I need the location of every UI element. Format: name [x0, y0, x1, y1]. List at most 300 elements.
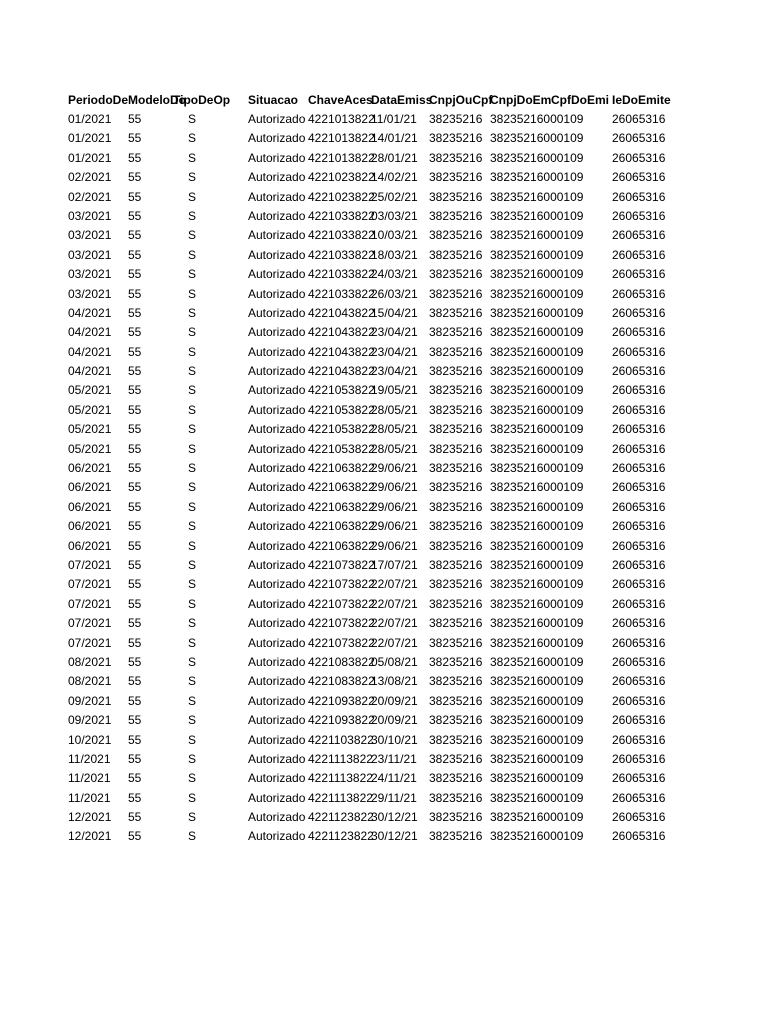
cell-data-emissao[interactable]: 30/12/21 [371, 829, 418, 844]
cell-ie-emitente[interactable]: 26065316 [612, 344, 666, 359]
cell-ie-emitente[interactable]: 26065316 [612, 461, 666, 476]
cell-periodo[interactable]: 03/2021 [68, 286, 112, 301]
cell-ie-emitente[interactable]: 26065316 [612, 713, 666, 728]
header-cell-cpf-emitente[interactable]: CpfDoEmi [551, 93, 609, 107]
cell-ie-emitente[interactable]: 26065316 [612, 751, 666, 766]
cell-ie-emitente[interactable]: 26065316 [612, 402, 666, 417]
cell-cpf-emitente[interactable] [551, 149, 612, 168]
cell-cnpj-emitente[interactable]: 38235216000109 [490, 422, 584, 437]
cell-situacao[interactable]: Autorizado [248, 344, 306, 359]
cell-cnpj-emitente[interactable]: 38235216000109 [490, 751, 584, 766]
cell-tipo[interactable]: S [188, 344, 197, 359]
cell-tipo[interactable]: S [188, 693, 197, 708]
cell-cnpj-ou-cpf[interactable]: 38235216 [429, 480, 483, 495]
cell-cpf-emitente[interactable] [551, 498, 612, 517]
cell-cnpj-emitente[interactable]: 38235216000109 [490, 286, 584, 301]
cell-cpf-emitente[interactable] [551, 769, 612, 788]
cell-cnpj-emitente[interactable]: 38235216000109 [490, 654, 584, 669]
cell-situacao[interactable]: Autorizado [248, 228, 306, 243]
cell-chave[interactable]: 4221123822 [308, 829, 374, 844]
cell-chave[interactable]: 4221063822 [308, 538, 375, 553]
cell-periodo[interactable]: 04/2021 [68, 364, 112, 379]
cell-ie-emitente[interactable]: 26065316 [612, 150, 666, 165]
cell-cnpj-emitente[interactable]: 38235216000109 [490, 616, 584, 631]
cell-modelo[interactable]: 55 [128, 441, 142, 456]
cell-tipo[interactable]: S [188, 499, 197, 514]
cell-data-emissao[interactable]: 24/11/21 [371, 771, 417, 786]
cell-situacao[interactable]: Autorizado [248, 732, 306, 747]
cell-data-emissao[interactable]: 25/02/21 [371, 189, 418, 204]
cell-cnpj-ou-cpf[interactable]: 38235216 [429, 286, 483, 301]
cell-modelo[interactable]: 55 [128, 577, 142, 592]
cell-tipo[interactable]: S [188, 228, 197, 243]
cell-chave[interactable]: 4221033822 [308, 286, 375, 301]
cell-cnpj-emitente[interactable]: 38235216000109 [490, 693, 584, 708]
cell-tipo[interactable]: S [188, 557, 197, 572]
cell-situacao[interactable]: Autorizado [248, 674, 306, 689]
cell-periodo[interactable]: 04/2021 [68, 344, 112, 359]
cell-chave[interactable]: 4221093822 [308, 693, 375, 708]
cell-situacao[interactable]: Autorizado [248, 693, 306, 708]
cell-periodo[interactable]: 08/2021 [68, 654, 112, 669]
cell-chave[interactable]: 4221013822 [308, 131, 375, 146]
cell-cnpj-emitente[interactable]: 38235216000109 [490, 596, 584, 611]
cell-cnpj-ou-cpf[interactable]: 38235216 [429, 305, 483, 320]
cell-modelo[interactable]: 55 [128, 383, 142, 398]
cell-periodo[interactable]: 05/2021 [68, 383, 112, 398]
cell-cpf-emitente[interactable] [551, 285, 612, 304]
cell-data-emissao[interactable]: 19/05/21 [371, 383, 418, 398]
cell-ie-emitente[interactable]: 26065316 [612, 286, 666, 301]
cell-tipo[interactable]: S [188, 674, 197, 689]
cell-cnpj-ou-cpf[interactable]: 38235216 [429, 771, 483, 786]
cell-modelo[interactable]: 55 [128, 325, 142, 340]
cell-data-emissao[interactable]: 28/05/21 [371, 422, 418, 437]
cell-situacao[interactable]: Autorizado [248, 480, 306, 495]
cell-periodo[interactable]: 05/2021 [68, 422, 112, 437]
cell-ie-emitente[interactable]: 26065316 [612, 325, 666, 340]
cell-data-emissao[interactable]: 14/01/21 [371, 131, 418, 146]
cell-chave[interactable]: 4221053822 [308, 383, 375, 398]
cell-cnpj-ou-cpf[interactable]: 38235216 [429, 713, 483, 728]
cell-data-emissao[interactable]: 29/06/21 [371, 499, 418, 514]
cell-cpf-emitente[interactable] [551, 672, 612, 691]
cell-tipo[interactable]: S [188, 654, 197, 669]
cell-data-emissao[interactable]: 17/07/21 [371, 557, 418, 572]
cell-data-emissao[interactable]: 29/06/21 [371, 480, 418, 495]
cell-periodo[interactable]: 07/2021 [68, 635, 112, 650]
cell-situacao[interactable]: Autorizado [248, 170, 306, 185]
cell-tipo[interactable]: S [188, 441, 197, 456]
cell-situacao[interactable]: Autorizado [248, 654, 306, 669]
cell-cnpj-emitente[interactable]: 38235216000109 [490, 810, 584, 825]
cell-chave[interactable]: 4221043822 [308, 325, 375, 340]
cell-modelo[interactable]: 55 [128, 674, 142, 689]
cell-periodo[interactable]: 07/2021 [68, 557, 112, 572]
cell-periodo[interactable]: 04/2021 [68, 305, 112, 320]
header-cell-cnpj-emitente[interactable]: CnpjDoEm [490, 93, 552, 107]
cell-data-emissao[interactable]: 14/02/21 [371, 170, 418, 185]
cell-modelo[interactable]: 55 [128, 596, 142, 611]
cell-data-emissao[interactable]: 23/04/21 [371, 364, 418, 379]
cell-situacao[interactable]: Autorizado [248, 461, 306, 476]
cell-tipo[interactable]: S [188, 596, 197, 611]
cell-cnpj-ou-cpf[interactable]: 38235216 [429, 228, 483, 243]
cell-chave[interactable]: 4221053822 [308, 422, 375, 437]
cell-cpf-emitente[interactable] [551, 827, 612, 846]
cell-periodo[interactable]: 11/2021 [68, 790, 111, 805]
cell-cnpj-ou-cpf[interactable]: 38235216 [429, 790, 483, 805]
cell-situacao[interactable]: Autorizado [248, 267, 306, 282]
cell-chave[interactable]: 4221073822 [308, 596, 375, 611]
cell-cnpj-emitente[interactable]: 38235216000109 [490, 402, 584, 417]
cell-situacao[interactable]: Autorizado [248, 325, 306, 340]
cell-data-emissao[interactable]: 03/03/21 [371, 208, 418, 223]
cell-cpf-emitente[interactable] [551, 711, 612, 730]
cell-modelo[interactable]: 55 [128, 751, 142, 766]
header-cell-modelo[interactable]: ModeloDo [128, 93, 186, 107]
cell-ie-emitente[interactable]: 26065316 [612, 480, 666, 495]
cell-situacao[interactable]: Autorizado [248, 751, 306, 766]
cell-ie-emitente[interactable]: 26065316 [612, 189, 666, 204]
cell-chave[interactable]: 4221033822 [308, 267, 375, 282]
cell-situacao[interactable]: Autorizado [248, 810, 306, 825]
cell-situacao[interactable]: Autorizado [248, 422, 306, 437]
cell-ie-emitente[interactable]: 26065316 [612, 693, 666, 708]
cell-modelo[interactable]: 55 [128, 829, 142, 844]
cell-chave[interactable]: 4221123822 [308, 810, 374, 825]
cell-cpf-emitente[interactable] [551, 323, 612, 342]
cell-modelo[interactable]: 55 [128, 635, 142, 650]
cell-ie-emitente[interactable]: 26065316 [612, 267, 666, 282]
cell-cpf-emitente[interactable] [551, 265, 612, 284]
header-cell-chave[interactable]: ChaveAces [308, 93, 373, 107]
cell-modelo[interactable]: 55 [128, 305, 142, 320]
cell-situacao[interactable]: Autorizado [248, 189, 306, 204]
cell-situacao[interactable]: Autorizado [248, 829, 306, 844]
cell-modelo[interactable]: 55 [128, 499, 142, 514]
cell-chave[interactable]: 4221093822 [308, 713, 375, 728]
cell-cnpj-emitente[interactable]: 38235216000109 [490, 305, 584, 320]
cell-cpf-emitente[interactable] [551, 343, 612, 362]
cell-chave[interactable]: 4221073822 [308, 557, 375, 572]
cell-periodo[interactable]: 02/2021 [68, 170, 112, 185]
cell-chave[interactable]: 4221053822 [308, 402, 375, 417]
cell-situacao[interactable]: Autorizado [248, 208, 306, 223]
cell-chave[interactable]: 4221013822 [308, 112, 375, 126]
cell-periodo[interactable]: 11/2021 [68, 751, 111, 766]
cell-situacao[interactable]: Autorizado [248, 635, 306, 650]
cell-cnpj-emitente[interactable]: 38235216000109 [490, 480, 584, 495]
cell-periodo[interactable]: 06/2021 [68, 461, 112, 476]
cell-chave[interactable]: 4221073822 [308, 635, 375, 650]
cell-modelo[interactable]: 55 [128, 616, 142, 631]
cell-tipo[interactable]: S [188, 713, 197, 728]
cell-cpf-emitente[interactable] [551, 459, 612, 478]
cell-data-emissao[interactable]: 28/01/21 [371, 150, 418, 165]
cell-cpf-emitente[interactable] [551, 808, 612, 827]
header-cell-cnpj-ou-cpf[interactable]: CnpjOuCpf [429, 93, 493, 107]
cell-cnpj-emitente[interactable]: 38235216000109 [490, 150, 584, 165]
cell-periodo[interactable]: 01/2021 [68, 150, 112, 165]
cell-cnpj-ou-cpf[interactable]: 38235216 [429, 208, 483, 223]
cell-ie-emitente[interactable]: 26065316 [612, 305, 666, 320]
cell-cnpj-ou-cpf[interactable]: 38235216 [429, 577, 483, 592]
cell-modelo[interactable]: 55 [128, 654, 142, 669]
cell-modelo[interactable]: 55 [128, 189, 142, 204]
cell-situacao[interactable]: Autorizado [248, 596, 306, 611]
cell-ie-emitente[interactable]: 26065316 [612, 441, 666, 456]
cell-ie-emitente[interactable]: 26065316 [612, 499, 666, 514]
cell-cnpj-emitente[interactable]: 38235216000109 [490, 732, 584, 747]
cell-cnpj-emitente[interactable]: 38235216000109 [490, 325, 584, 340]
cell-data-emissao[interactable]: 24/03/21 [371, 267, 418, 282]
cell-periodo[interactable]: 08/2021 [68, 674, 112, 689]
cell-periodo[interactable]: 05/2021 [68, 402, 112, 417]
cell-cpf-emitente[interactable] [551, 478, 612, 497]
cell-tipo[interactable]: S [188, 247, 197, 262]
cell-modelo[interactable]: 55 [128, 732, 142, 747]
cell-chave[interactable]: 4221083822 [308, 674, 375, 689]
cell-ie-emitente[interactable]: 26065316 [612, 557, 666, 572]
cell-tipo[interactable]: S [188, 189, 197, 204]
header-cell-situacao[interactable]: Situacao [248, 93, 299, 107]
cell-tipo[interactable]: S [188, 325, 197, 340]
cell-cnpj-ou-cpf[interactable]: 38235216 [429, 693, 483, 708]
cell-ie-emitente[interactable]: 26065316 [612, 732, 666, 747]
cell-cnpj-ou-cpf[interactable]: 38235216 [429, 596, 483, 611]
cell-tipo[interactable]: S [188, 286, 197, 301]
cell-cnpj-ou-cpf[interactable]: 38235216 [429, 732, 483, 747]
cell-tipo[interactable]: S [188, 519, 197, 534]
cell-tipo[interactable]: S [188, 790, 197, 805]
cell-periodo[interactable]: 09/2021 [68, 693, 112, 708]
cell-periodo[interactable]: 12/2021 [68, 810, 112, 825]
cell-cnpj-emitente[interactable]: 38235216000109 [490, 829, 584, 844]
cell-tipo[interactable]: S [188, 267, 197, 282]
cell-data-emissao[interactable]: 20/09/21 [371, 693, 418, 708]
cell-periodo[interactable]: 07/2021 [68, 577, 112, 592]
cell-data-emissao[interactable]: 10/03/21 [371, 228, 418, 243]
cell-ie-emitente[interactable]: 26065316 [612, 112, 666, 126]
cell-modelo[interactable]: 55 [128, 461, 142, 476]
cell-data-emissao[interactable]: 23/04/21 [371, 325, 418, 340]
cell-cnpj-emitente[interactable]: 38235216000109 [490, 189, 584, 204]
cell-cnpj-emitente[interactable]: 38235216000109 [490, 228, 584, 243]
cell-situacao[interactable]: Autorizado [248, 713, 306, 728]
cell-chave[interactable]: 4221023822 [308, 189, 375, 204]
cell-cnpj-ou-cpf[interactable]: 38235216 [429, 325, 483, 340]
cell-cnpj-ou-cpf[interactable]: 38235216 [429, 364, 483, 379]
cell-cnpj-ou-cpf[interactable]: 38235216 [429, 131, 483, 146]
cell-cnpj-emitente[interactable]: 38235216000109 [490, 577, 584, 592]
cell-ie-emitente[interactable]: 26065316 [612, 208, 666, 223]
cell-periodo[interactable]: 03/2021 [68, 267, 112, 282]
cell-cpf-emitente[interactable] [551, 362, 612, 381]
cell-tipo[interactable]: S [188, 364, 197, 379]
cell-tipo[interactable]: S [188, 131, 197, 146]
cell-situacao[interactable]: Autorizado [248, 557, 306, 572]
cell-chave[interactable]: 4221063822 [308, 461, 375, 476]
cell-situacao[interactable]: Autorizado [248, 771, 306, 786]
cell-periodo[interactable]: 07/2021 [68, 596, 112, 611]
cell-modelo[interactable]: 55 [128, 228, 142, 243]
cell-situacao[interactable]: Autorizado [248, 616, 306, 631]
cell-chave[interactable]: 4221043822 [308, 305, 375, 320]
cell-cnpj-ou-cpf[interactable]: 38235216 [429, 635, 483, 650]
cell-ie-emitente[interactable]: 26065316 [612, 247, 666, 262]
cell-periodo[interactable]: 06/2021 [68, 499, 112, 514]
cell-ie-emitente[interactable]: 26065316 [612, 771, 666, 786]
cell-chave[interactable]: 4221043822 [308, 344, 375, 359]
cell-cnpj-emitente[interactable]: 38235216000109 [490, 131, 584, 146]
cell-cnpj-ou-cpf[interactable]: 38235216 [429, 247, 483, 262]
cell-tipo[interactable]: S [188, 461, 197, 476]
cell-modelo[interactable]: 55 [128, 713, 142, 728]
cell-cpf-emitente[interactable] [551, 188, 612, 207]
cell-periodo[interactable]: 07/2021 [68, 616, 112, 631]
cell-data-emissao[interactable]: 29/11/21 [371, 790, 417, 805]
cell-chave[interactable]: 4221103822 [308, 732, 374, 747]
cell-cpf-emitente[interactable] [551, 517, 612, 536]
cell-data-emissao[interactable]: 29/06/21 [371, 461, 418, 476]
cell-modelo[interactable]: 55 [128, 150, 142, 165]
cell-chave[interactable]: 4221063822 [308, 519, 375, 534]
cell-cpf-emitente[interactable] [551, 537, 612, 556]
cell-modelo[interactable]: 55 [128, 538, 142, 553]
cell-modelo[interactable]: 55 [128, 112, 142, 126]
cell-cpf-emitente[interactable] [551, 129, 612, 148]
cell-cpf-emitente[interactable] [551, 556, 612, 575]
cell-chave[interactable]: 4221043822 [308, 364, 375, 379]
cell-cnpj-emitente[interactable]: 38235216000109 [490, 112, 584, 126]
cell-chave[interactable]: 4221073822 [308, 577, 375, 592]
cell-cnpj-ou-cpf[interactable]: 38235216 [429, 829, 483, 844]
cell-cnpj-ou-cpf[interactable]: 38235216 [429, 557, 483, 572]
cell-cpf-emitente[interactable] [551, 440, 612, 459]
cell-periodo[interactable]: 06/2021 [68, 538, 112, 553]
cell-ie-emitente[interactable]: 26065316 [612, 790, 666, 805]
cell-modelo[interactable]: 55 [128, 480, 142, 495]
cell-data-emissao[interactable]: 28/05/21 [371, 441, 418, 456]
header-cell-data-emissao[interactable]: DataEmiss [371, 93, 433, 107]
cell-modelo[interactable]: 55 [128, 519, 142, 534]
cell-chave[interactable]: 4221083822 [308, 654, 375, 669]
cell-cnpj-emitente[interactable]: 38235216000109 [490, 383, 584, 398]
cell-cnpj-emitente[interactable]: 38235216000109 [490, 771, 584, 786]
cell-cnpj-ou-cpf[interactable]: 38235216 [429, 422, 483, 437]
cell-periodo[interactable]: 12/2021 [68, 829, 112, 844]
cell-tipo[interactable]: S [188, 112, 197, 126]
cell-modelo[interactable]: 55 [128, 344, 142, 359]
cell-modelo[interactable]: 55 [128, 170, 142, 185]
cell-cpf-emitente[interactable] [551, 692, 612, 711]
cell-periodo[interactable]: 06/2021 [68, 480, 112, 495]
cell-ie-emitente[interactable]: 26065316 [612, 519, 666, 534]
cell-tipo[interactable]: S [188, 480, 197, 495]
cell-cnpj-emitente[interactable]: 38235216000109 [490, 344, 584, 359]
cell-tipo[interactable]: S [188, 616, 197, 631]
cell-tipo[interactable]: S [188, 829, 197, 844]
cell-cnpj-emitente[interactable]: 38235216000109 [490, 674, 584, 689]
cell-situacao[interactable]: Autorizado [248, 441, 306, 456]
cell-cpf-emitente[interactable] [551, 420, 612, 439]
header-cell-periodo[interactable]: PeriodoDe [68, 93, 129, 107]
cell-chave[interactable]: 4221033822 [308, 228, 375, 243]
cell-ie-emitente[interactable]: 26065316 [612, 596, 666, 611]
cell-modelo[interactable]: 55 [128, 247, 142, 262]
cell-cpf-emitente[interactable] [551, 634, 612, 653]
cell-tipo[interactable]: S [188, 383, 197, 398]
cell-situacao[interactable]: Autorizado [248, 538, 306, 553]
cell-data-emissao[interactable]: 26/03/21 [371, 286, 418, 301]
cell-periodo[interactable]: 06/2021 [68, 519, 112, 534]
cell-cpf-emitente[interactable] [551, 614, 612, 633]
cell-situacao[interactable]: Autorizado [248, 305, 306, 320]
cell-ie-emitente[interactable]: 26065316 [612, 829, 666, 844]
cell-data-emissao[interactable]: 29/06/21 [371, 519, 418, 534]
cell-cpf-emitente[interactable] [551, 575, 612, 594]
cell-situacao[interactable]: Autorizado [248, 790, 306, 805]
cell-cnpj-ou-cpf[interactable]: 38235216 [429, 383, 483, 398]
cell-data-emissao[interactable]: 22/07/21 [371, 596, 418, 611]
cell-cpf-emitente[interactable] [551, 110, 612, 129]
cell-periodo[interactable]: 05/2021 [68, 441, 112, 456]
cell-periodo[interactable]: 03/2021 [68, 247, 112, 262]
header-cell-tipo[interactable]: TipoDeOp [173, 93, 231, 107]
cell-cpf-emitente[interactable] [551, 653, 612, 672]
cell-chave[interactable]: 4221113822 [308, 771, 373, 786]
cell-periodo[interactable]: 10/2021 [68, 732, 112, 747]
cell-periodo[interactable]: 01/2021 [68, 112, 112, 126]
cell-ie-emitente[interactable]: 26065316 [612, 538, 666, 553]
cell-ie-emitente[interactable]: 26065316 [612, 422, 666, 437]
cell-ie-emitente[interactable]: 26065316 [612, 674, 666, 689]
cell-modelo[interactable]: 55 [128, 131, 142, 146]
cell-data-emissao[interactable]: 23/11/21 [371, 751, 417, 766]
cell-cnpj-ou-cpf[interactable]: 38235216 [429, 112, 483, 126]
cell-ie-emitente[interactable]: 26065316 [612, 616, 666, 631]
cell-chave[interactable]: 4221033822 [308, 208, 375, 223]
cell-cnpj-emitente[interactable]: 38235216000109 [490, 170, 584, 185]
cell-situacao[interactable]: Autorizado [248, 402, 306, 417]
cell-cnpj-ou-cpf[interactable]: 38235216 [429, 810, 483, 825]
cell-cnpj-emitente[interactable]: 38235216000109 [490, 635, 584, 650]
cell-situacao[interactable]: Autorizado [248, 499, 306, 514]
cell-tipo[interactable]: S [188, 170, 197, 185]
cell-cpf-emitente[interactable] [551, 226, 612, 245]
cell-cnpj-emitente[interactable]: 38235216000109 [490, 364, 584, 379]
cell-modelo[interactable]: 55 [128, 364, 142, 379]
cell-situacao[interactable]: Autorizado [248, 286, 306, 301]
cell-data-emissao[interactable]: 18/03/21 [371, 247, 418, 262]
cell-periodo[interactable]: 04/2021 [68, 325, 112, 340]
cell-cnpj-emitente[interactable]: 38235216000109 [490, 713, 584, 728]
cell-tipo[interactable]: S [188, 751, 197, 766]
cell-cpf-emitente[interactable] [551, 731, 612, 750]
cell-modelo[interactable]: 55 [128, 790, 142, 805]
cell-periodo[interactable]: 11/2021 [68, 771, 111, 786]
cell-ie-emitente[interactable]: 26065316 [612, 635, 666, 650]
cell-situacao[interactable]: Autorizado [248, 131, 306, 146]
cell-cnpj-ou-cpf[interactable]: 38235216 [429, 654, 483, 669]
cell-chave[interactable]: 4221013822 [308, 150, 375, 165]
cell-cnpj-emitente[interactable]: 38235216000109 [490, 557, 584, 572]
cell-cnpj-ou-cpf[interactable]: 38235216 [429, 461, 483, 476]
cell-periodo[interactable]: 02/2021 [68, 189, 112, 204]
cell-data-emissao[interactable]: 13/08/21 [371, 674, 418, 689]
cell-ie-emitente[interactable]: 26065316 [612, 383, 666, 398]
